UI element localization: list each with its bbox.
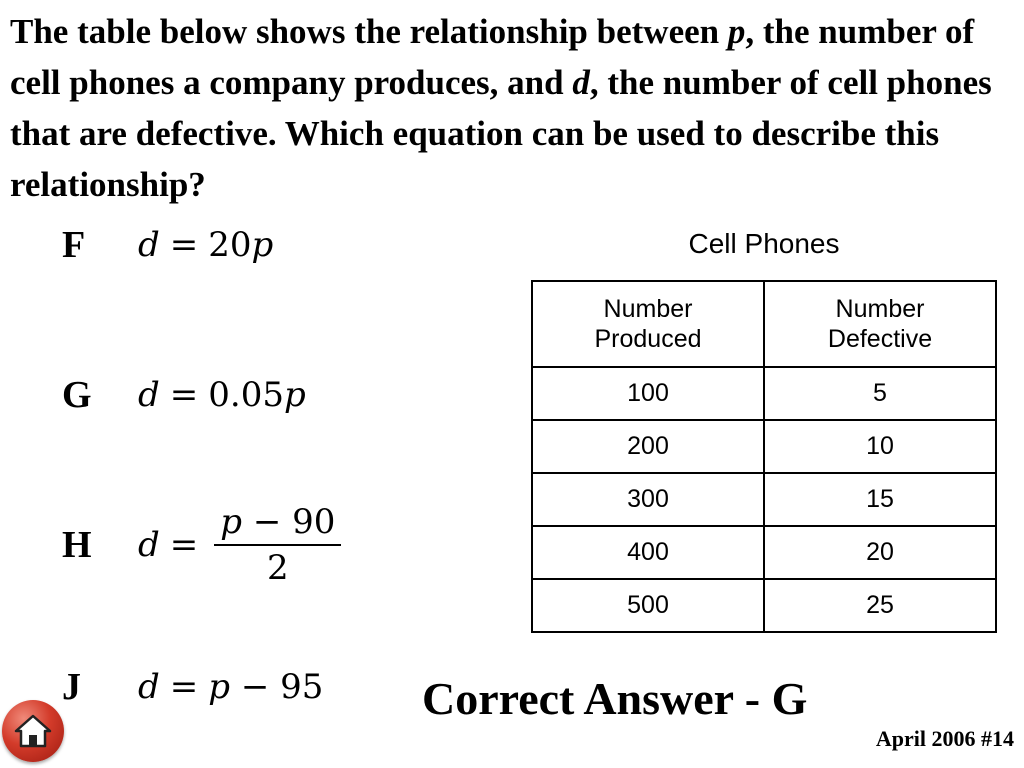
cell-produced: 400 [532, 526, 764, 579]
fraction-numerator: p − 90 [214, 502, 341, 546]
source-reference: April 2006 #14 [875, 726, 1014, 751]
cell-produced: 500 [532, 579, 764, 632]
cell-produced: 300 [532, 473, 764, 526]
choice-equation: d = 20 p [138, 225, 274, 265]
choice-equation: d = 0.05 p [138, 375, 306, 415]
cell-defective: 25 [764, 579, 996, 632]
table-row [532, 420, 996, 473]
cell-produced: 100 [532, 367, 764, 420]
choice-letter: H [62, 524, 92, 566]
choice-equation: d = p − 95 [138, 667, 324, 707]
choice-h [62, 502, 341, 588]
choice-j [62, 652, 323, 722]
choice-f [62, 210, 273, 280]
table-header-row [532, 281, 996, 367]
home-icon [13, 713, 53, 749]
choice-g [62, 360, 306, 430]
cell-produced: 200 [532, 420, 764, 473]
cell-defective: 20 [764, 526, 996, 579]
variable-p: p [727, 12, 746, 51]
fraction [214, 502, 341, 588]
choice-letter: F [62, 224, 86, 266]
home-button[interactable] [2, 700, 64, 762]
correct-answer: Correct Answer - G [422, 673, 808, 724]
header-number-defective: Number Defective [764, 281, 996, 367]
variable-d: d [572, 63, 590, 102]
choice-letter: J [62, 666, 81, 708]
table-row [532, 526, 996, 579]
header-number-produced: Number Produced [532, 281, 764, 367]
cell-phones-table [531, 280, 997, 633]
choice-letter: G [62, 374, 92, 416]
cell-defective: 10 [764, 420, 996, 473]
cell-defective: 15 [764, 473, 996, 526]
table-row [532, 473, 996, 526]
table-title: Cell Phones [688, 228, 840, 259]
fraction-denominator: 2 [267, 548, 289, 588]
choice-equation: d = $\frac{p - 90}{2}$ [138, 502, 341, 588]
table-row [532, 579, 996, 632]
table-row [532, 367, 996, 420]
question-text: The table below shows the relationship between p, the number of cell phones a company produces, and d, the number of cell phones that are defective. Which equation can be used to describe this relationship? [10, 12, 992, 204]
cell-defective: 5 [764, 367, 996, 420]
